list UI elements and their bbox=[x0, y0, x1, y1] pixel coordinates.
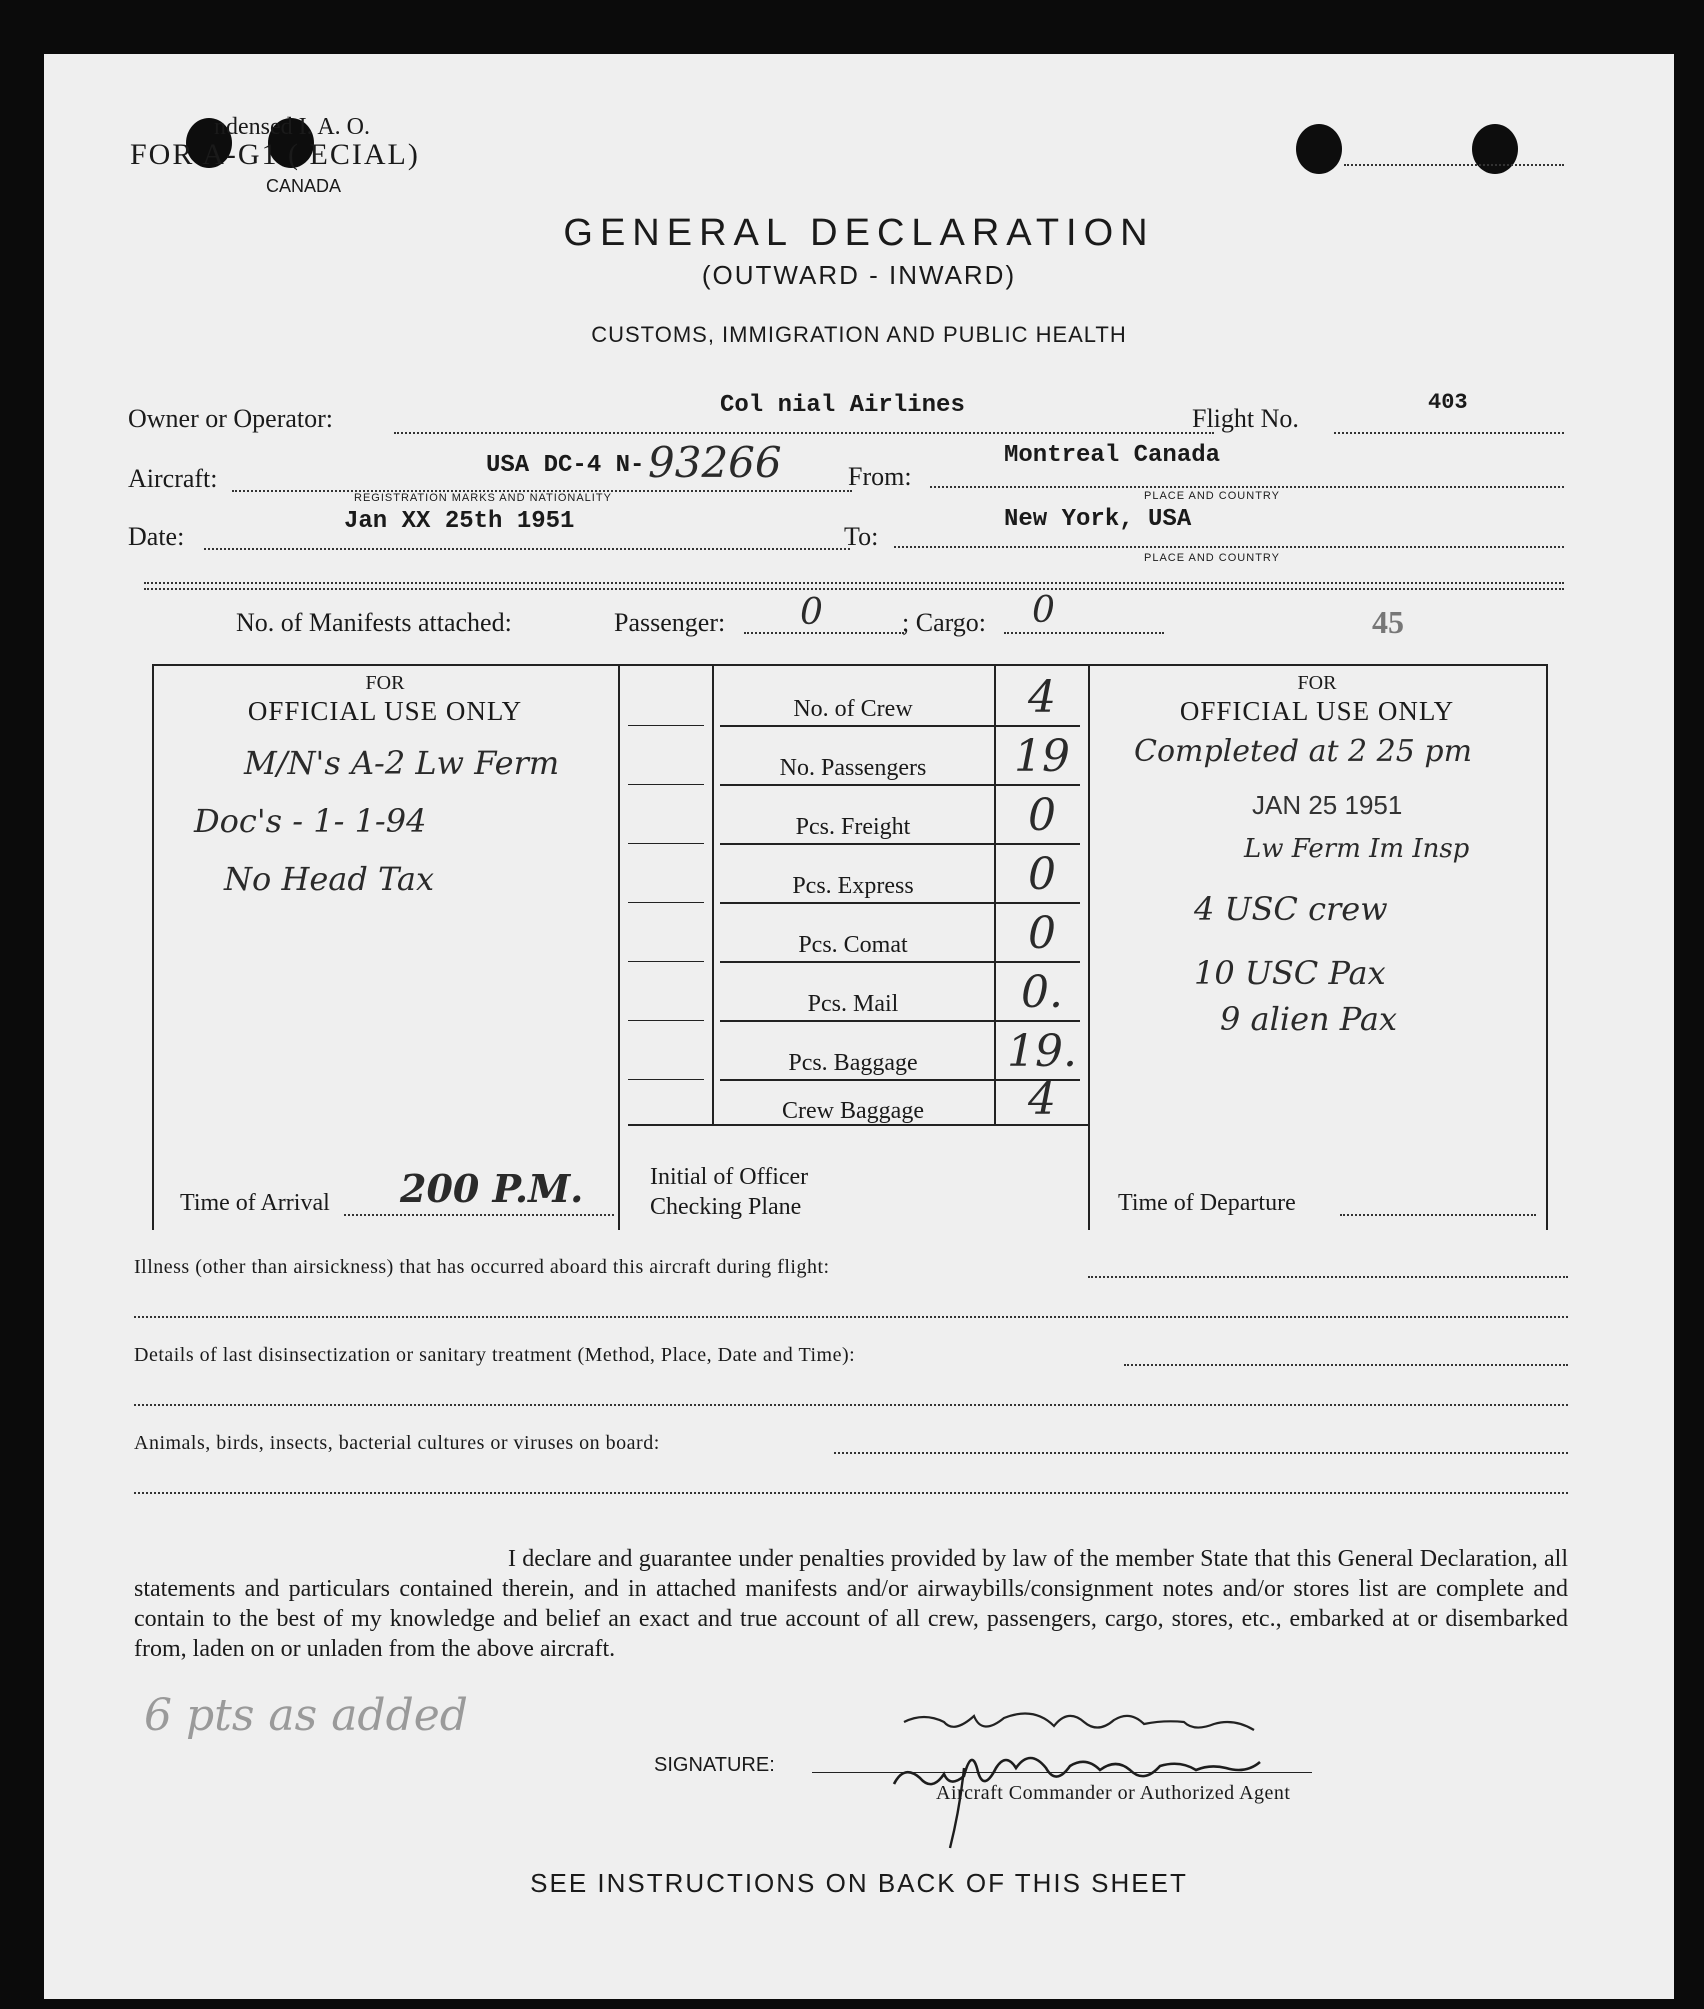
from-caption: PLACE AND COUNTRY bbox=[1144, 490, 1280, 502]
baggage-value: 19. bbox=[1007, 1026, 1077, 1077]
declaration-text: I declare and guarantee under penalties provided by law of the member State that this General Declaration, all statements and particulars contained therein, and in attached manifests and/or airwaybills/consignment notes and/or stores list are complete and contain to the best of my knowledge and belief an exact and true account of all crew, passengers, cargo, stores, etc., embarked at or disembarked from, laden on or unladen from the above aircraft. bbox=[134, 1546, 1568, 1662]
crew-label: No. of Crew bbox=[793, 696, 913, 722]
form-country: CANADA bbox=[266, 176, 342, 196]
departure-label: Time of Departure bbox=[1118, 1190, 1296, 1216]
left-note-2: Doc's - 1- 1-94 bbox=[194, 802, 427, 840]
manifests-label: No. of Manifests attached: bbox=[236, 608, 512, 637]
cargo-manifest-label: ; Cargo: bbox=[902, 608, 987, 637]
right-note-3: Lw Ferm Im Insp bbox=[1244, 834, 1470, 864]
date-label: Date: bbox=[128, 522, 185, 551]
handwritten-signature bbox=[834, 1690, 1484, 1850]
crew-value: 4 bbox=[1028, 672, 1056, 723]
animals-label: Animals, birds, insects, bacterial cultures or viruses on board: bbox=[134, 1432, 660, 1454]
comat-value: 0 bbox=[1028, 908, 1056, 959]
officer-initial-label: Initial of Officer bbox=[650, 1164, 809, 1190]
express-label: Pcs. Express bbox=[792, 873, 914, 899]
punch-hole bbox=[1472, 124, 1518, 174]
right-for: FOR bbox=[1297, 672, 1337, 694]
right-note-6: 9 alien Pax bbox=[1220, 1000, 1398, 1038]
passenger-manifest-label: Passenger: bbox=[614, 608, 726, 637]
received-stamp-date: JAN 25 1951 bbox=[1252, 790, 1403, 820]
crew-baggage-value: 4 bbox=[1028, 1074, 1056, 1125]
form-id-line2: FOR A-G1 ( ECIAL) bbox=[130, 138, 420, 171]
cargo-manifest-value: 0 bbox=[1032, 590, 1055, 631]
passengers-value: 19 bbox=[1014, 731, 1070, 782]
right-note-4: 4 USC crew bbox=[1194, 890, 1388, 928]
page-subtitle: (OUTWARD - INWARD) bbox=[701, 260, 1017, 290]
form-id-line1: ndensed I. A. O. bbox=[214, 114, 370, 140]
signature-label: SIGNATURE: bbox=[654, 1754, 775, 1776]
freight-value: 0 bbox=[1028, 790, 1056, 841]
passenger-manifest-value: 0 bbox=[800, 592, 823, 633]
freight-label: Pcs. Freight bbox=[795, 814, 911, 840]
arrival-label: Time of Arrival bbox=[180, 1190, 330, 1216]
signature-caption: Aircraft Commander or Authorized Agent bbox=[936, 1782, 1291, 1804]
margin-note: 6 pts as added bbox=[144, 1690, 468, 1741]
right-note-1: Completed at 2 25 pm bbox=[1134, 734, 1473, 769]
flight-value: 403 bbox=[1428, 390, 1468, 415]
left-official-heading: OFFICIAL USE ONLY bbox=[247, 696, 523, 726]
declaration-sheet bbox=[44, 54, 1674, 1999]
right-note-5: 10 USC Pax bbox=[1194, 954, 1386, 992]
arrival-value: 200 P.M. bbox=[400, 1166, 584, 1211]
illness-label: Illness (other than airsickness) that has occurred aboard this aircraft during flight: bbox=[134, 1256, 830, 1278]
from-value: Montreal Canada bbox=[1004, 442, 1221, 469]
stamp-number: 45 bbox=[1372, 604, 1404, 640]
baggage-label: Pcs. Baggage bbox=[788, 1050, 918, 1076]
express-value: 0 bbox=[1028, 849, 1056, 900]
aircraft-value-typed: USA DC-4 N- bbox=[486, 452, 645, 479]
aircraft-caption: REGISTRATION MARKS AND NATIONALITY bbox=[354, 492, 612, 504]
from-label: From: bbox=[848, 462, 912, 491]
left-note-1: M/N's A-2 Lw Ferm bbox=[244, 744, 560, 782]
disinsectization-label: Details of last disinsectization or sanitary treatment (Method, Place, Date and Time): bbox=[134, 1344, 856, 1366]
owner-value: Col nial Airlines bbox=[720, 392, 965, 419]
to-label: To: bbox=[844, 522, 879, 551]
mail-label: Pcs. Mail bbox=[807, 991, 899, 1017]
owner-label: Owner or Operator: bbox=[128, 404, 334, 433]
left-for: FOR bbox=[365, 672, 405, 694]
passengers-label: No. Passengers bbox=[779, 755, 927, 781]
section-heading: CUSTOMS, IMMIGRATION AND PUBLIC HEALTH bbox=[591, 322, 1127, 347]
mail-value: 0. bbox=[1021, 967, 1063, 1018]
left-note-3: No Head Tax bbox=[224, 860, 434, 898]
to-value: New York, USA bbox=[1004, 506, 1192, 533]
right-official-heading: OFFICIAL USE ONLY bbox=[1179, 696, 1455, 726]
flight-label: Flight No. bbox=[1192, 404, 1299, 433]
crew-baggage-label: Crew Baggage bbox=[782, 1098, 924, 1124]
footer-instructions: SEE INSTRUCTIONS ON BACK OF THIS SHEET bbox=[530, 1868, 1188, 1898]
page-title: GENERAL DECLARATION bbox=[563, 212, 1155, 254]
date-value: Jan XX 25th 1951 bbox=[344, 508, 575, 535]
aircraft-label: Aircraft: bbox=[128, 464, 218, 493]
comat-label: Pcs. Comat bbox=[798, 932, 908, 958]
punch-hole bbox=[1296, 124, 1342, 174]
aircraft-value-handwritten: 93266 bbox=[648, 438, 782, 487]
to-caption: PLACE AND COUNTRY bbox=[1144, 552, 1280, 564]
checking-plane-label: Checking Plane bbox=[650, 1194, 802, 1220]
